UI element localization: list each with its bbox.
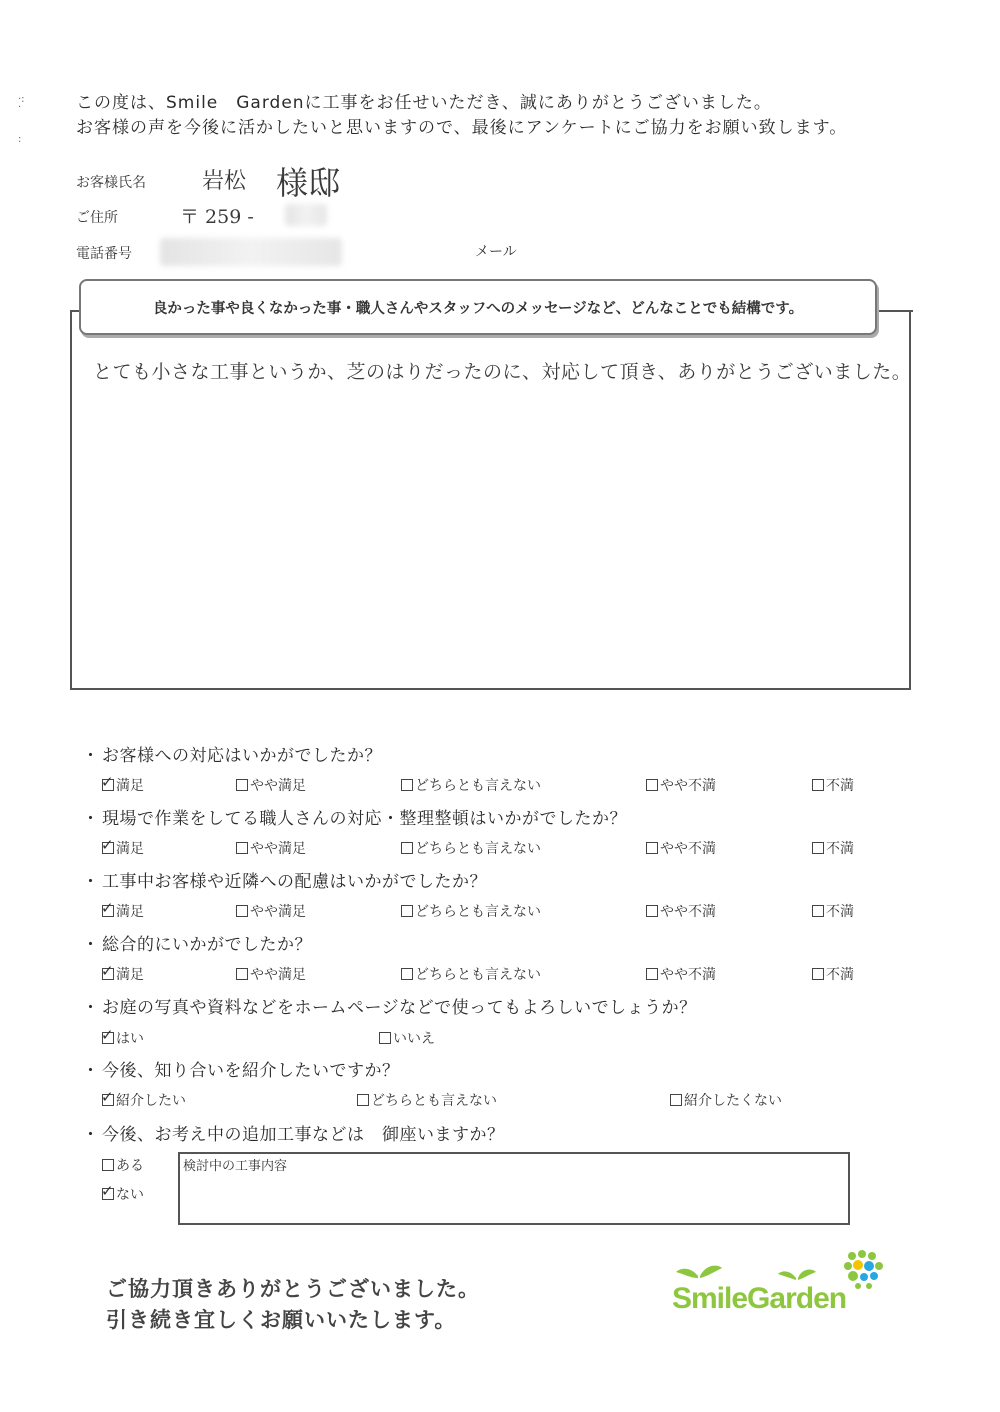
checkbox-icon	[102, 842, 114, 854]
checkbox-icon	[379, 1032, 391, 1044]
checkbox-icon	[236, 968, 248, 980]
q4-option-4[interactable]: やや不満	[646, 964, 716, 984]
message-text: とても小さな工事というか、芝のはりだったのに、対応して頂き、ありがとうございました。	[93, 361, 912, 383]
bullet-icon: ・	[82, 746, 100, 766]
q2-option-2[interactable]: やや満足	[236, 838, 306, 858]
checkbox-icon	[646, 905, 658, 917]
checkbox-icon	[102, 1094, 114, 1106]
checkbox-icon	[357, 1094, 369, 1106]
leaf-icon	[676, 1266, 816, 1280]
checkbox-icon	[812, 905, 824, 917]
question-6: ・ 今後、知り合いを紹介したいですか？	[82, 1056, 400, 1081]
checkbox-icon	[401, 842, 413, 854]
q4-option-5[interactable]: 不満	[812, 964, 854, 984]
thanks-line-1: ご協力頂きありがとうございました。	[106, 1277, 480, 1301]
checkbox-icon	[236, 905, 248, 917]
q2-option-4[interactable]: やや不満	[646, 838, 716, 858]
bullet-icon: ・	[82, 872, 100, 892]
dot-cluster-icon	[844, 1250, 883, 1289]
address-redaction	[285, 204, 327, 226]
name-suffix: 様邸	[276, 164, 341, 202]
checkbox-icon	[236, 779, 248, 791]
question-4: ・ 総合的にいかがでしたか？	[82, 930, 312, 955]
bullet-icon: ・	[82, 935, 100, 955]
checkbox-icon	[812, 842, 824, 854]
q4-option-1[interactable]: ✓ 満足	[102, 964, 144, 984]
logo-text-garden: Garden	[747, 1282, 847, 1315]
question-1: ・ お客様への対応はいかがでしたか？	[82, 741, 382, 766]
q6-option-3[interactable]: 紹介したくない	[670, 1090, 782, 1110]
checkbox-icon	[812, 968, 824, 980]
checkbox-icon	[812, 779, 824, 791]
checkbox-icon	[236, 842, 248, 854]
q1-option-4[interactable]: やや不満	[646, 775, 716, 795]
q6-option-1[interactable]: ✓ 紹介したい	[102, 1090, 186, 1110]
q5-option-1[interactable]: ✓ はい	[102, 1028, 144, 1048]
checkbox-icon	[102, 968, 114, 980]
bullet-icon: ・	[82, 1061, 100, 1081]
message-prompt: 良かった事や良くなかった事・職人さんやスタッフへのメッセージなど、どんなことでも結構です。	[79, 279, 877, 335]
phone-label: 電話番号	[76, 246, 132, 262]
question-7: ・ 今後、お考え中の追加工事などは 御座いますか？	[82, 1120, 505, 1145]
address-value: 〒 259 -	[180, 206, 254, 228]
q3-option-5[interactable]: 不満	[812, 901, 854, 921]
mail-label: メール	[475, 244, 517, 260]
checkbox-icon	[102, 1159, 114, 1171]
q7-option-2[interactable]: ✓ ない	[102, 1184, 144, 1204]
q6-option-2[interactable]: どちらとも言えない	[357, 1090, 497, 1110]
smile-garden-logo	[668, 1248, 908, 1328]
checkbox-icon	[401, 905, 413, 917]
message-frame-edge	[878, 310, 913, 312]
q1-option-1[interactable]: ✓ 満足	[102, 775, 144, 795]
question-5: ・ お庭の写真や資料などをホームページなどで使ってもよろしいでしょうか？	[82, 993, 697, 1018]
checkbox-icon	[646, 842, 658, 854]
checkbox-icon	[401, 968, 413, 980]
q4-option-3[interactable]: どちらとも言えない	[401, 964, 541, 984]
checkbox-icon	[646, 968, 658, 980]
q2-option-5[interactable]: 不満	[812, 838, 854, 858]
checkbox-icon	[646, 779, 658, 791]
q1-option-3[interactable]: どちらとも言えない	[401, 775, 541, 795]
q3-option-1[interactable]: ✓ 満足	[102, 901, 144, 921]
q1-option-5[interactable]: 不満	[812, 775, 854, 795]
checkbox-icon	[102, 1032, 114, 1044]
address-label: ご住所	[76, 210, 118, 226]
intro-line-1: この度は、Smile Gardenに工事をお任せいただき、誠にありがとうございました。	[76, 93, 772, 113]
checkbox-icon	[401, 779, 413, 791]
q7-option-1[interactable]: ある	[102, 1155, 144, 1175]
scan-specks: ·: · :	[18, 94, 25, 145]
consider-label: 検討中の工事内容	[183, 1159, 288, 1174]
q4-option-2[interactable]: やや満足	[236, 964, 306, 984]
question-2: ・ 現場で作業をしてる職人さんの対応・整理整頓はいかがでしたか？	[82, 804, 627, 829]
phone-redaction	[160, 238, 342, 266]
q2-option-3[interactable]: どちらとも言えない	[401, 838, 541, 858]
logo-text-smile: Smile	[672, 1282, 748, 1315]
q5-option-2[interactable]: いいえ	[379, 1028, 435, 1048]
bullet-icon: ・	[82, 809, 100, 829]
checkbox-icon	[102, 1188, 114, 1200]
q2-option-1[interactable]: ✓ 満足	[102, 838, 144, 858]
q3-option-4[interactable]: やや不満	[646, 901, 716, 921]
thanks-line-2: 引き続き宜しくお願いいたします。	[106, 1308, 457, 1332]
checkbox-icon	[102, 779, 114, 791]
name-label: お客様氏名	[76, 175, 146, 191]
q3-option-2[interactable]: やや満足	[236, 901, 306, 921]
q1-option-2[interactable]: やや満足	[236, 775, 306, 795]
bullet-icon: ・	[82, 998, 100, 1018]
intro-line-2: お客様の声を今後に活かしたいと思いますので、最後にアンケートにご協力をお願い致します。	[76, 118, 848, 138]
bullet-icon: ・	[82, 1125, 100, 1145]
question-3: ・ 工事中お客様や近隣への配慮はいかがでしたか？	[82, 867, 487, 892]
checkbox-icon	[102, 905, 114, 917]
name-value: 岩松	[202, 169, 247, 194]
checkbox-icon	[670, 1094, 682, 1106]
q3-option-3[interactable]: どちらとも言えない	[401, 901, 541, 921]
